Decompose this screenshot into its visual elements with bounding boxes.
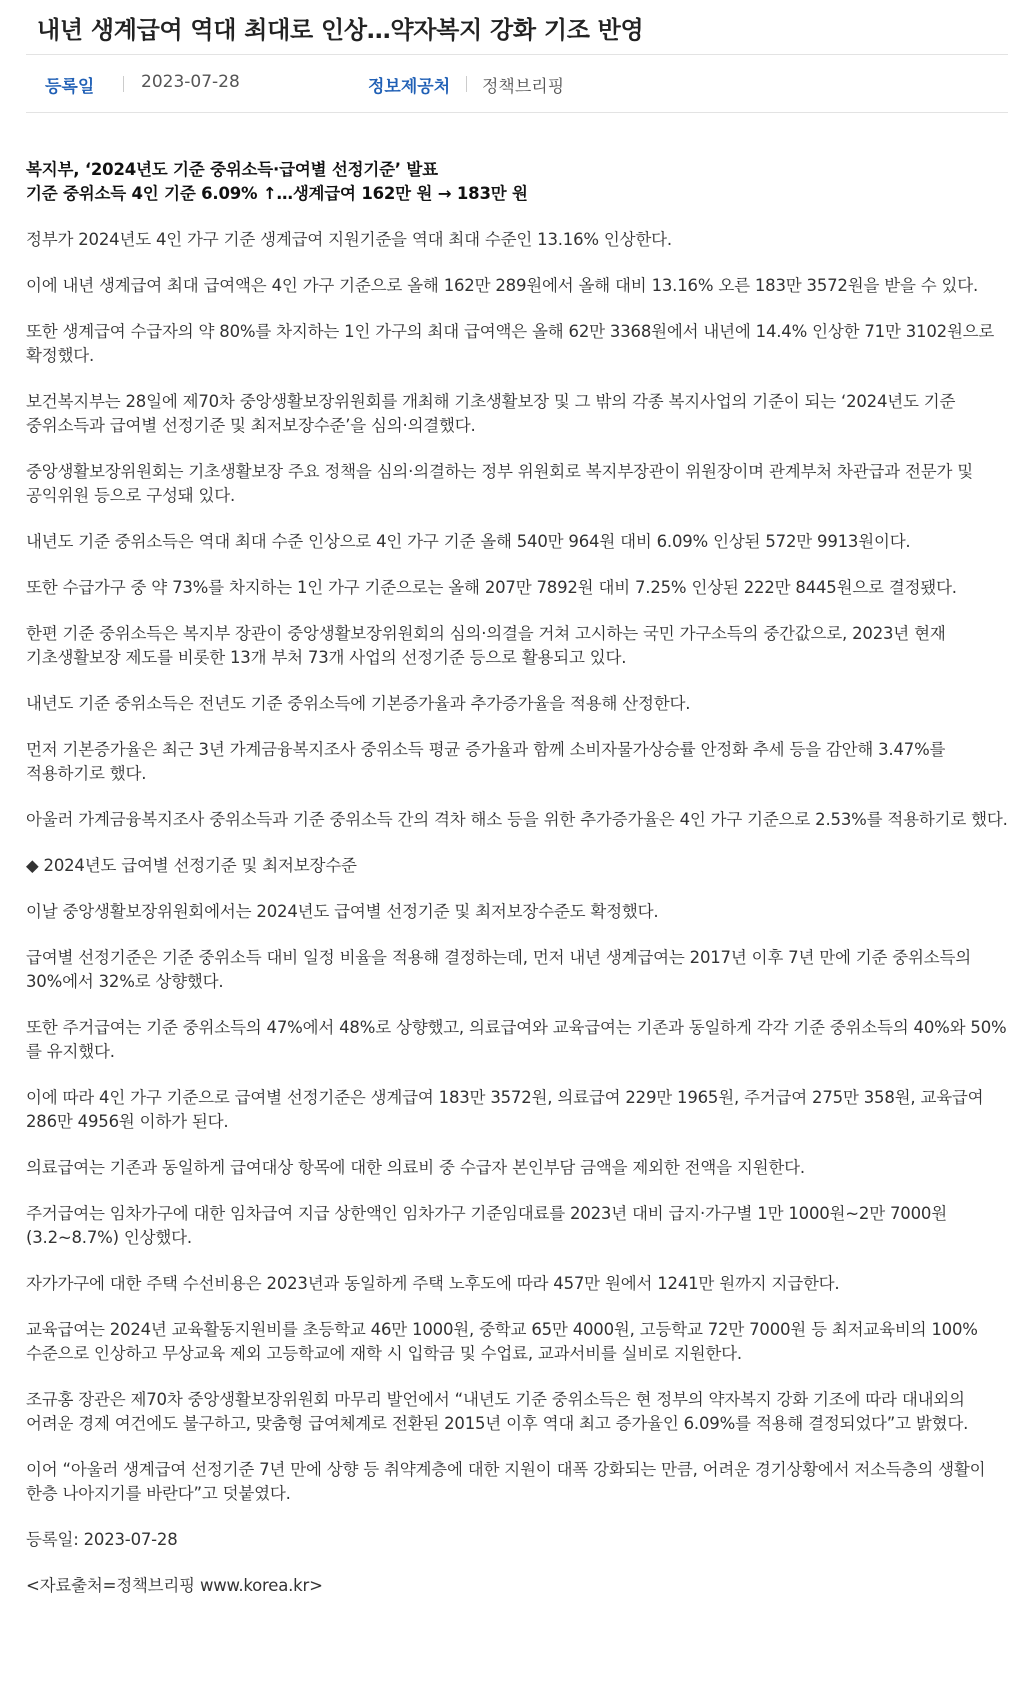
source-value: 정책브리핑 [482,77,565,97]
paragraph: 주거급여는 임차가구에 대한 임차급여 지급 상한액인 임차가구 기준임대료를 2023년 대비 급지·가구별 1만 1000원~2만 7000원(3.2~8.7%) 인상했다. [26,1204,947,1247]
meta-divider [466,76,467,92]
paragraph: 조규홍 장관은 제70차 중앙생활보장위원회 마무리 발언에서 “내년도 기준 중위소득은 현 정부의 약자복지 강화 기조에 따라 대내외의 어려운 경제 여건에도 불구하고, 맞춤형 급여체계로 전환된 2015년 이후 역대 최고 증가율인 6.09%를 적용해 결정되었다”고 밝혔다. [26,1390,969,1433]
paragraph: 이에 내년 생계급여 최대 급여액은 4인 가구 기준으로 올해 162만 289원에서 올해 대비 13.16% 오른 183만 3572원을 받을 수 있다. [26,276,979,295]
date-value: 2023-07-28 [141,72,240,92]
paragraph: 중앙생활보장위원회는 기초생활보장 주요 정책을 심의·의결하는 정부 위원회로 복지부장관이 위원장이며 관계부처 차관급과 전문가 및 공익위원 등으로 구성돼 있다. [26,462,973,505]
subheading-line: 복지부, ‘2024년도 기준 중위소득·급여별 선정기준’ 발표 [26,160,438,179]
paragraph: 교육급여는 2024년 교육활동지원비를 초등학교 46만 1000원, 중학교 65만 4000원, 고등학교 72만 7000원 등 최저교육비의 100% 수준으로 인상하고 무상교육 제외 고등학교에 재학 시 입학금 및 수업료, 교과서비를 실비로 지원한다. [26,1320,978,1363]
paragraph: 자가가구에 대한 주택 수선비용은 2023년과 동일하게 주택 노후도에 따라 457만 원에서 1241만 원까지 지급한다. [26,1274,840,1293]
meta-divider [123,76,124,92]
paragraph: 의료급여는 기존과 동일하게 급여대상 항목에 대한 의료비 중 수급자 본인부담 금액을 제외한 전액을 지원한다. [26,1158,805,1177]
source-credit: <자료출처=정책브리핑 www.korea.kr> [26,1576,323,1595]
subheading-line: 기준 중위소득 4인 기준 6.09% ↑…생계급여 162만 원 → 183만 원 [26,184,528,203]
paragraph: 한편 기준 중위소득은 복지부 장관이 중앙생활보장위원회의 심의·의결을 거쳐 고시하는 국민 가구소득의 중간값으로, 2023년 현재 기초생활보장 제도를 비롯한 13개 부처 73개 사업의 선정기준 등으로 활용되고 있다. [26,624,946,667]
paragraph: 또한 주거급여는 기준 중위소득의 47%에서 48%로 상향했고, 의료급여와 교육급여는 기존과 동일하게 각각 기준 중위소득의 40%와 50%를 유지했다. [26,1018,1007,1061]
paragraph: 내년도 기준 중위소득은 역대 최대 수준 인상으로 4인 가구 기준 올해 540만 964원 대비 6.09% 인상된 572만 9913원이다. [26,532,911,551]
source-label: 정보제공처 [368,77,451,97]
paragraph: 정부가 2024년도 4인 가구 기준 생계급여 지원기준을 역대 최대 수준인 13.16% 인상한다. [26,230,672,249]
article-subheading [26,158,1008,206]
paragraph: 먼저 기본증가율은 최근 3년 가계금융복지조사 중위소득 평균 증가율과 함께 소비자물가상승률 안정화 추세 등을 감안해 3.47%를 적용하기로 했다. [26,740,946,783]
date-label: 등록일 [45,77,95,97]
paragraph: 또한 생계급여 수급자의 약 80%를 차지하는 1인 가구의 최대 급여액은 올해 62만 3368원에서 내년에 14.4% 인상한 71만 3102원으로 확정했다. [26,322,995,365]
paragraph: 이날 중앙생활보장위원회에서는 2024년도 급여별 선정기준 및 최저보장수준도 확정했다. [26,902,659,921]
paragraph: 보건복지부는 28일에 제70차 중앙생활보장위원회를 개최해 기초생활보장 및 그 밖의 각종 복지사업의 기준이 되는 ‘2024년도 기준 중위소득과 급여별 선정기준 및 최저보장수준’을 심의·의결했다. [26,392,956,435]
paragraph: 내년도 기준 중위소득은 전년도 기준 중위소득에 기본증가율과 추가증가율을 적용해 산정한다. [26,694,691,713]
paragraph: 이어 “아울러 생계급여 선정기준 7년 만에 상향 등 취약계층에 대한 지원이 대폭 강화되는 만큼, 어려운 경기상황에서 저소득층의 생활이 한층 나아지기를 바란다”고 덧붙였다. [26,1460,986,1503]
paragraph: 또한 수급가구 중 약 73%를 차지하는 1인 가구 기준으로는 올해 207만 7892원 대비 7.25% 인상된 222만 8445원으로 결정됐다. [26,578,957,597]
registration-date: 등록일: 2023-07-28 [26,1530,178,1549]
paragraph: 급여별 선정기준은 기준 중위소득 대비 일정 비율을 적용해 결정하는데, 먼저 내년 생계급여는 2017년 이후 7년 만에 기준 중위소득의 30%에서 32%로 상향했다. [26,948,971,991]
section-heading: ◆ 2024년도 급여별 선정기준 및 최저보장수준 [26,856,357,875]
article-title: 내년 생계급여 역대 최대로 인상…약자복지 강화 기조 반영 [37,16,644,44]
article-meta-bar [26,54,1008,113]
paragraph: 이에 따라 4인 가구 기준으로 급여별 선정기준은 생계급여 183만 3572원, 의료급여 229만 1965원, 주거급여 275만 358원, 교육급여 286만 4956원 이하가 된다. [26,1088,984,1131]
paragraph: 아울러 가계금융복지조사 중위소득과 기준 중위소득 간의 격차 해소 등을 위한 추가증가율은 4인 가구 기준으로 2.53%를 적용하기로 했다. [26,810,1008,829]
article-body [26,158,1008,1620]
